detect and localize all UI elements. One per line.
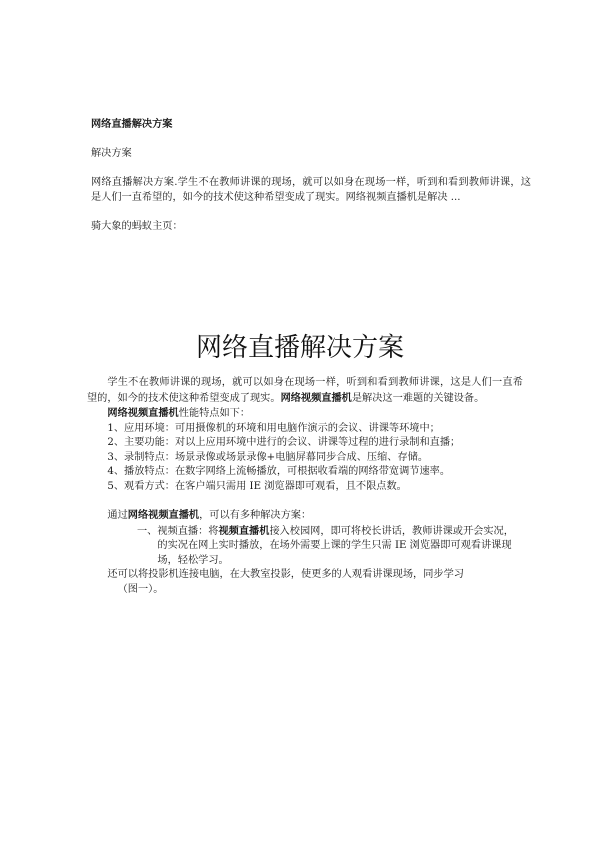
solution-item-video-live: [137, 524, 523, 569]
features-heading-bold: 网络视频直播机: [107, 407, 179, 419]
solution-item-post: 接入校园网，即可将校长讲话，教师讲课或开会实况，的实况在网上实时播放，在场外需要上课的学生只需 IE 浏览器即可观看讲课现场，轻松学习。: [157, 525, 514, 566]
features-heading: [107, 406, 523, 422]
solutions-heading-post: ，可以有多种解决方案：: [199, 510, 312, 521]
document-body: [87, 376, 523, 597]
feature-item: 2、主要功能：对以上应用环境中进行的会议、讲课等过程的进行录制和直播；: [107, 437, 461, 448]
main-title: 网络直播解决方案: [195, 333, 404, 363]
feature-item: 3、录制特点：场景录像或场景录像+电脑屏幕同步合成、压缩、存储。: [107, 451, 429, 463]
solution-item-bold: 视频直播机: [218, 524, 270, 537]
feature-item: 5、观看方式：在客户端只需用 IE 浏览器即可观看，且不限点数。: [107, 480, 407, 492]
figure-reference: （图一）。: [117, 583, 164, 595]
feature-item: 1、应用环境：可用摄像机的环境和用电脑作演示的会议、讲课等环境中；: [107, 422, 440, 434]
features-list: [107, 422, 523, 495]
solution-item-pre: 一、视频直播：将: [137, 525, 219, 537]
intro-text-before: 学生不在教师讲课的现场，就可以如身在现场一样，听到和看到教师讲课，这是人们一直希望的，如今的技术使这种希望变成了现实。: [87, 377, 523, 404]
document-header: [91, 117, 531, 234]
projector-note: 还可以将投影机连接电脑，在大教室投影，使更多的人观看讲课现场，同步学习: [107, 569, 464, 580]
solutions-heading-bold: 网络视频直播机: [127, 509, 200, 521]
intro-bold-term: 网络视频直播机: [280, 391, 352, 404]
doc-category: 解决方案: [91, 148, 132, 159]
doc-summary: 网络直播解决方案.学生不在教师讲课的现场，就可以如身在现场一样，听到和看到教师讲课，这是人们一直希望的，如今的技术使这种希望变成了现实。网络视频直播机是解决 ...: [91, 177, 531, 203]
author-home-label: 骑大象的蚂蚁主页：: [91, 221, 183, 232]
doc-title: 网络直播解决方案: [91, 118, 173, 130]
solutions-heading-pre: 通过: [107, 510, 128, 521]
solutions-heading: [107, 508, 523, 524]
feature-item: 4、播放特点：在数字网络上流畅播放，可根据收看端的网络带宽调节速率。: [107, 466, 451, 477]
intro-text-after: 是解决这一难题的关键设备。: [351, 392, 485, 404]
intro-paragraph: [87, 376, 523, 406]
features-heading-rest: 性能特点如下：: [178, 408, 251, 419]
